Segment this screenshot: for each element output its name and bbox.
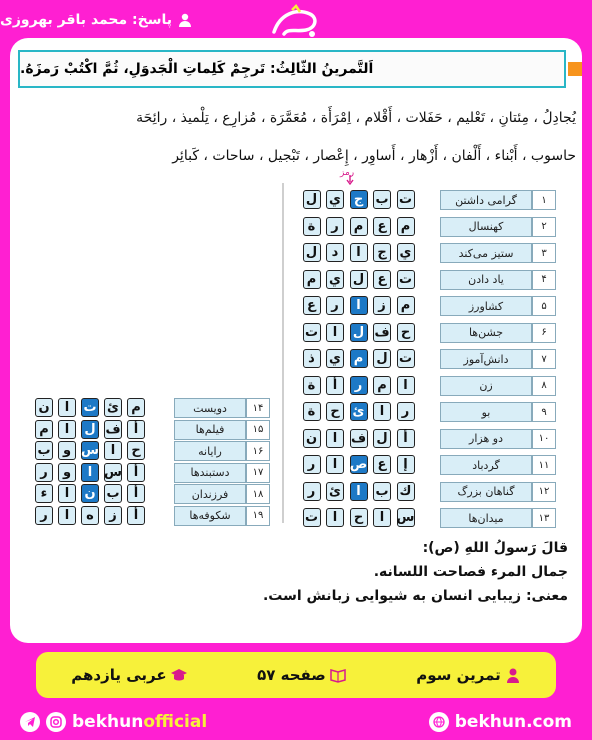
main-letter-cell: ت [303,508,321,527]
main-letter-cell: ح [350,508,368,527]
side-letter-cell: أ [127,506,145,525]
main-letter-cell: ا [326,429,344,448]
main-row-number: ۸ [532,376,556,396]
main-letter-cell: ف [350,430,367,446]
main-letter-cell: م [303,270,321,289]
side-letter-cell: ب [104,484,122,503]
word-bank-line-2: حاسوب ، أَبْناء ، أَلْفان ، أَزْهار ، أَساوِر ، إِعْصار ، تَبْجيل ، ساحات ، كَبائِر [172,148,576,164]
main-letter-cell: ا [326,323,344,342]
code-column-label: رمز [340,168,355,178]
graduation-cap-icon [171,667,187,683]
side-letter-cell: أ [127,420,145,439]
main-letter-cell: ا [373,508,391,527]
side-letter-cell: ن [35,398,53,417]
main-letter-cell: ر [350,376,368,395]
main-letter-cell: م [350,349,368,368]
side-meaning-label: فیلم‌ها [174,420,246,440]
main-letter-cell: أ [397,429,415,448]
social-handle[interactable]: bekhunofficial [20,712,207,732]
main-letter-cell: ت [303,323,321,342]
side-letter-cell: و [58,463,76,482]
website-link[interactable]: bekhun.com [429,712,572,732]
side-letter-cell: ا [81,463,99,482]
main-meaning-label: دانش‌آموز [440,349,532,369]
main-row-number: ۱۰ [532,429,556,449]
main-letter-cell: ئ [350,402,368,421]
side-meaning-label: فرزندان [174,484,246,504]
side-row-number: ۱۴ [246,398,270,418]
side-row-number: ۱۹ [246,506,270,526]
main-letter-cell: ع [373,455,391,474]
main-letter-cell: ر [397,402,415,421]
main-letter-cell: ا [373,402,391,421]
main-letter-cell: ا [326,508,344,527]
side-letter-cell: ز [104,506,122,525]
side-letter-cell: ت [81,398,99,417]
main-meaning-label: زن [440,376,532,396]
column-separator [282,183,284,523]
main-letter-cell: إ [397,455,415,474]
answer-by-text: پاسخ: محمد باقر بهروزی [0,12,173,28]
footer-lesson: تمرین سوم [416,666,521,684]
main-letter-cell: ئ [326,482,344,501]
main-row-number: ۳ [532,243,556,263]
main-row-number: ۶ [532,323,556,343]
content-card [10,38,582,643]
main-meaning-label: کهنسال [440,217,532,237]
main-letter-cell: ع [373,217,391,236]
main-row-number: ۱۱ [532,455,556,475]
main-letter-cell: ل [350,323,368,342]
main-letter-cell: ا [350,482,368,501]
main-row-number: ۱۳ [532,508,556,528]
main-row-number: ۴ [532,270,556,290]
side-letter-cell: ف [105,421,121,437]
main-meaning-label: گردباد [440,455,532,475]
main-meaning-label: کشاورز [440,296,532,316]
main-meaning-label: ستیز می‌کند [440,243,532,263]
side-meaning-label: رایانه [174,441,246,461]
footer-bar [36,652,556,698]
side-letter-cell: ا [104,441,122,460]
main-letter-cell: س [396,510,415,525]
main-letter-cell: ع [373,270,391,289]
exercise-title: اَلتَّمرينُ الثّالِثُ: تَرجِمْ كَلِماتِ الْجَدوَلِ، ثُمَّ اكْتُبْ رَمزَهُ. [20,61,374,77]
footer-page: صفحه ۵۷ [257,666,346,684]
main-letter-cell: ج [350,190,368,209]
main-letter-cell: م [397,217,415,236]
main-row-number: ۷ [532,349,556,369]
side-meaning-label: دویست [174,398,246,418]
main-letter-cell: ل [373,429,391,448]
main-meaning-label: جشن‌ها [440,323,532,343]
hadith-text: جمال المرء فصاحت اللسانه. [373,564,568,580]
main-letter-cell: ح [397,323,415,342]
main-letter-cell: ف [374,324,390,340]
main-letter-cell: ي [326,349,344,368]
main-letter-cell: أ [326,376,344,395]
main-meaning-label: میدان‌ها [440,508,532,528]
title-marker [568,62,582,76]
main-letter-cell: ر [326,217,344,236]
main-row-number: ۹ [532,402,556,422]
main-meaning-label: بو [440,402,532,422]
main-letter-cell: ي [326,190,344,209]
side-row-number: ۱۶ [246,441,270,461]
book-icon [330,667,346,683]
main-letter-cell: ز [373,296,391,315]
main-letter-cell: ة [303,217,321,236]
hadith-intro: قالَ رَسولُ اللهِ (ص): [422,540,568,556]
side-letter-cell: ا [58,420,76,439]
user-icon [178,13,192,27]
main-letter-cell: ا [326,455,344,474]
side-letter-cell: ه [81,506,99,525]
side-letter-cell: ب [35,441,53,460]
side-row-number: ۱۸ [246,484,270,504]
main-row-number: ۵ [532,296,556,316]
main-letter-cell: ح [326,402,344,421]
main-letter-cell: ت [397,190,415,209]
main-meaning-label: گناهان بزرگ [440,482,532,502]
side-letter-cell: ن [81,484,99,503]
main-letter-cell: م [373,376,391,395]
main-letter-cell: م [397,296,415,315]
main-letter-cell: ر [303,455,321,474]
side-letter-cell: ء [35,484,53,503]
side-letter-cell: أ [127,484,145,503]
word-bank-line-1: يُجادِلُ ، مِئتانِ ، تَعْليم ، حَفَلات ، أَقْلام ، اِمْرَأَة ، مُعَمَّرَة ، مُزارِع ، تِلْميذ ، رائِحَة [136,110,576,126]
main-row-number: ۱۲ [532,482,556,502]
side-row-number: ۱۵ [246,420,270,440]
main-letter-cell: ج [373,243,391,262]
arrow-down-icon [346,175,354,185]
main-meaning-label: گرامی داشتن [440,190,532,210]
side-meaning-label: شکوفه‌ها [174,506,246,526]
side-letter-cell: ئ [104,398,122,417]
main-row-number: ۱ [532,190,556,210]
main-letter-cell: ا [350,243,368,262]
main-letter-cell: ع [303,296,321,315]
side-letter-cell: م [127,398,145,417]
side-letter-cell: و [58,441,76,460]
main-letter-cell: ة [303,376,321,395]
side-letter-cell: ح [127,441,145,460]
main-meaning-label: دو هزار [440,429,532,449]
main-meaning-label: یاد دادن [440,270,532,290]
main-letter-cell: ب [373,190,391,209]
main-letter-cell: ل [303,243,321,262]
main-letter-cell: ت [397,270,415,289]
main-letter-cell: ك [397,482,415,501]
side-letter-cell: ل [81,420,99,439]
main-letter-cell: ص [349,457,368,472]
main-letter-cell: م [350,217,368,236]
main-letter-cell: ي [397,243,415,262]
side-meaning-label: دستبندها [174,463,246,483]
side-row-number: ۱۷ [246,463,270,483]
side-letter-cell: أ [127,463,145,482]
telegram-icon[interactable] [20,712,40,732]
student-icon [505,667,521,683]
main-letter-cell: ا [397,376,415,395]
main-letter-cell: ي [326,270,344,289]
main-letter-cell: ر [326,296,344,315]
main-letter-cell: ب [373,482,391,501]
main-letter-cell: ة [303,402,321,421]
main-letter-cell: ن [303,429,321,448]
instagram-icon[interactable] [46,712,66,732]
hadith-meaning: معنی: زیبایی انسان به شیوایی زبانش است. [262,588,568,604]
side-letter-cell: م [35,420,53,439]
footer-course: عربی یازدهم [71,666,186,684]
exercise-title-box [18,50,566,88]
main-letter-cell: ت [397,349,415,368]
globe-icon [429,712,449,732]
main-letter-cell: ل [350,270,368,289]
side-letter-cell: ر [35,506,53,525]
main-row-number: ۲ [532,217,556,237]
bekhun-logo-icon [266,4,326,42]
main-letter-cell: ل [303,190,321,209]
side-letter-cell: ا [58,506,76,525]
side-letter-cell: س [81,443,99,458]
main-letter-cell: ر [303,482,321,501]
side-letter-cell: ا [58,398,76,417]
main-letter-cell: د [326,243,344,262]
side-letter-cell: س [104,464,122,480]
main-letter-cell: ذ [303,349,321,368]
bottom-bar [0,708,592,736]
side-letter-cell: ا [58,484,76,503]
main-letter-cell: ل [373,349,391,368]
side-letter-cell: ر [35,463,53,482]
main-letter-cell: ا [350,296,368,315]
